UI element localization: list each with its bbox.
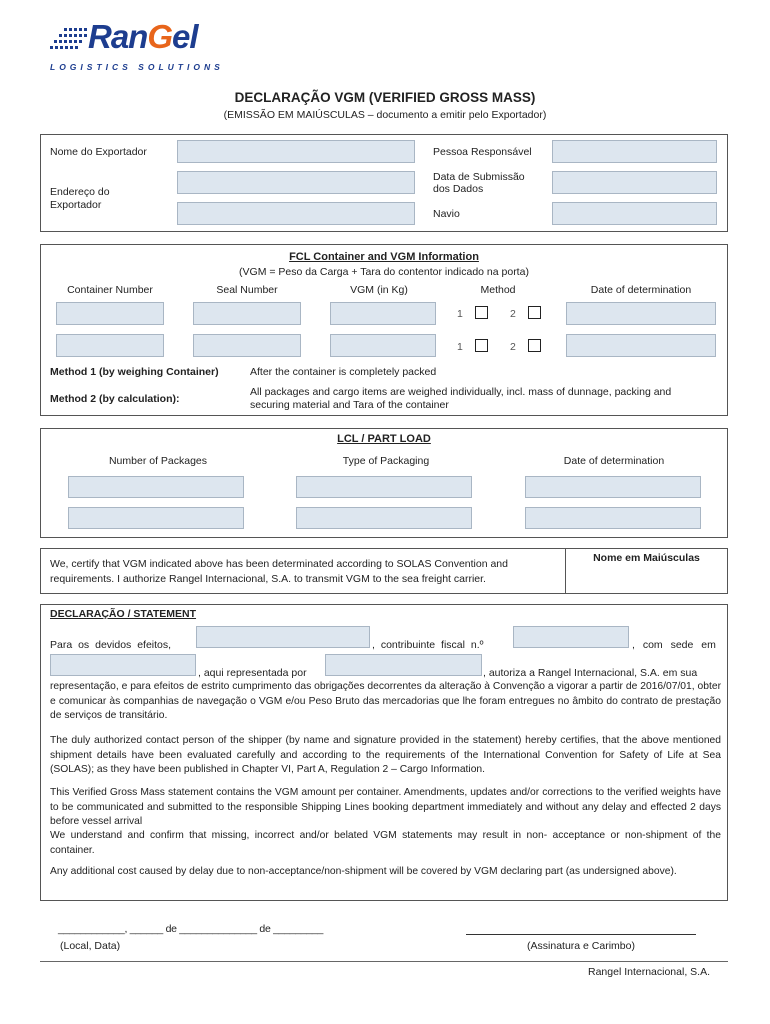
contribuinte-label: , contribuinte fiscal n.º [372,639,484,651]
lcl-row2-type-field[interactable] [296,507,472,529]
autoriza-label: , autoriza a Rangel Internacional, S.A. em sua [483,667,698,679]
lcl-header-number-packages: Number of Packages [108,455,208,467]
logo-text-ran: Ran [88,18,148,55]
nif-field[interactable] [513,626,629,648]
fcl-row1-method2-label: 2 [510,308,516,320]
fcl-row2-method1-checkbox[interactable] [475,339,488,352]
lcl-row1-type-field[interactable] [296,476,472,498]
para-devidos-label: Para os devidos efeitos, [50,639,172,651]
lcl-title: LCL / PART LOAD [337,433,431,445]
fcl-row2-seal-field[interactable] [193,334,301,357]
logo-text [88,18,198,56]
pessoa-responsavel-field[interactable] [552,140,717,163]
data-submissao-label-1: Data de Submissão [433,171,525,183]
logo-text-g: G [147,18,173,55]
fcl-row1-method2-checkbox[interactable] [528,306,541,319]
logo-tagline: LOGISTICS SOLUTIONS [50,62,224,72]
logo-dots-icon [50,26,92,56]
data-submissao-label-2: dos Dados [433,183,484,195]
signature-line[interactable] [466,934,696,935]
assinatura-label: (Assinatura e Carimbo) [527,940,635,952]
fcl-header-container-number: Container Number [67,284,153,296]
statement-en-paragraph-3: We understand and confirm that missing, incorrect and/or belated VGM statements may result in non- acceptance or non-shipment of the container. [50,830,721,856]
method1-label: Method 1 (by weighing Container) [50,366,219,378]
fcl-header-seal-number: Seal Number [216,284,278,296]
logo-text-el: el [172,18,198,55]
lcl-header-date: Date of determination [563,455,665,467]
nome-exportador-label: Nome do Exportador [50,146,147,158]
lcl-row1-packages-field[interactable] [68,476,244,498]
navio-label: Navio [433,208,460,220]
endereco-field-1[interactable] [177,171,415,194]
fcl-header-method: Method [480,284,516,296]
page-subtitle: (EMISSÃO EM MAIÚSCULAS – documento a emitir pelo Exportador) [223,109,547,121]
fcl-row2-method2-checkbox[interactable] [528,339,541,352]
statement-en-paragraph-1: The duly authorized contact person of the shipper (by name and signature provided in the statement) hereby certifies, that the above mentioned shipment details have been evaluated carefully and according to the requirements of the International Convention for Safety of Life at Sea (SOLAS); as they have been published in Chapter VI, Part A, Regulation 2 – Cargo Information. [50,735,721,775]
fcl-header-vgm: VGM (in Kg) [350,284,408,296]
method2-label: Method 2 (by calculation): [50,393,180,405]
declarant-name-field[interactable] [196,626,370,648]
lcl-row1-date-field[interactable] [525,476,701,498]
certify-text-2: requirements. I authorize Rangel Internacional, S.A. to transmit VGM to the sea freight carrier. [50,573,486,585]
fcl-row1-method1-checkbox[interactable] [475,306,488,319]
fcl-subtitle: (VGM = Peso da Carga + Tara do contentor indicado na porta) [239,266,529,278]
fcl-row2-container-field[interactable] [56,334,164,357]
aqui-representada-label: , aqui representada por [198,667,307,679]
sede-field[interactable] [50,654,196,676]
local-data-label: (Local, Data) [60,940,121,952]
navio-field[interactable] [552,202,717,225]
data-submissao-field[interactable] [552,171,717,194]
method2-description-1: All packages and cargo items are weighed individually, incl. mass of dunnage, packing and [250,386,672,398]
statement-en-paragraph-2: This Verified Gross Mass statement contains the VGM amount per container. Amendments, updates and/or corrections to the verified weights have to be communicated and submitted to the responsible Shipping Lines booking department immediately and without any delay and effected 2 days before vessel arrival [50,787,721,827]
footer-company: Rangel Internacional, S.A. [588,966,710,978]
statement-pt-paragraph: representação, e para efeitos de estrito cumprimento das obrigações decorrentes da alteração à Convenção a vigorar a partir de 2016/07/01, obter e comunicar às companhias de navegação o VGM e/ou Peso Bruto das mercadorias que lhe foram entregues no âmbito do contrato de prestação de serviços de transitário. [50,681,721,721]
fcl-row1-vgm-field[interactable] [330,302,436,325]
lcl-row2-date-field[interactable] [525,507,701,529]
fcl-header-date: Date of determination [590,284,692,296]
com-sede-label: , com sede em [632,639,716,651]
fcl-row2-method2-label: 2 [510,341,516,353]
method1-description: After the container is completely packed [250,366,437,378]
statement-en-paragraph-4: Any additional cost caused by delay due to non-acceptance/non-shipment will be covered by VGM declaring part (as undersigned above). [50,866,677,877]
page-title: DECLARAÇÃO VGM (VERIFIED GROSS MASS) [234,90,536,105]
nome-exportador-field[interactable] [177,140,415,163]
pessoa-responsavel-label: Pessoa Responsável [433,146,532,158]
lcl-header-type-packaging: Type of Packaging [342,455,430,467]
certify-text-1: We, certify that VGM indicated above has been determinated according to SOLAS Convention and [50,558,508,570]
representative-field[interactable] [325,654,482,676]
endereco-label-2: Exportador [50,199,102,211]
logo [50,20,230,76]
fcl-title: FCL Container and VGM Information [289,251,479,263]
endereco-label-1: Endereço do [50,186,110,198]
fcl-row2-date-field[interactable] [566,334,716,357]
lcl-row2-packages-field[interactable] [68,507,244,529]
fcl-row1-date-field[interactable] [566,302,716,325]
fcl-row1-container-field[interactable] [56,302,164,325]
fcl-row2-method1-label: 1 [457,341,463,353]
statement-title: DECLARAÇÃO / STATEMENT [50,608,197,620]
fcl-row1-seal-field[interactable] [193,302,301,325]
endereco-field-2[interactable] [177,202,415,225]
method2-description-2: securing material and Tara of the container [250,399,449,411]
date-line[interactable]: ____________, ______ de ______________ de _________ [58,923,323,935]
fcl-row2-vgm-field[interactable] [330,334,436,357]
nome-maiusculas-label: Nome em Maiúsculas [593,552,700,564]
fcl-row1-method1-label: 1 [457,308,463,320]
footer-divider [40,961,728,962]
